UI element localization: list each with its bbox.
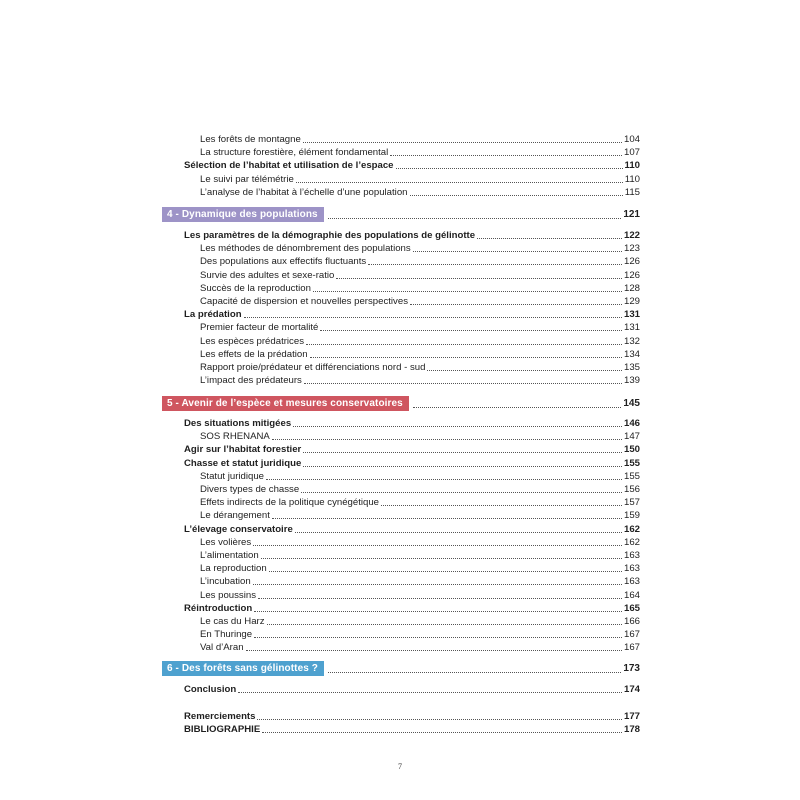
dot-leader <box>313 291 622 292</box>
toc-entry-page: 110 <box>624 160 640 172</box>
toc-entry-page: 110 <box>624 173 640 185</box>
toc-entry-page: 139 <box>623 375 640 387</box>
toc-section-entry <box>184 722 640 735</box>
dot-leader <box>427 370 622 371</box>
toc-entry-label: SOS RHENANA <box>200 431 270 443</box>
dot-leader <box>303 452 622 453</box>
dot-leader <box>328 218 622 219</box>
toc-entry-page: 126 <box>623 269 640 281</box>
toc-entry-page: 122 <box>623 230 640 241</box>
toc-entry-label: Les volières <box>200 536 252 548</box>
dot-leader <box>269 571 622 572</box>
toc-entry-page: 157 <box>623 497 640 509</box>
dot-leader <box>336 278 622 279</box>
toc-subsection-entry <box>200 132 640 145</box>
dot-leader <box>396 168 623 169</box>
toc-subsection-entry <box>200 588 640 601</box>
toc-entry-label: Le suivi par télémétrie <box>200 173 294 185</box>
chapter-page: 145 <box>623 398 640 409</box>
toc-entry-label: Rapport proie/prédateur et différenciations nord - sud <box>200 362 426 373</box>
toc-subsection-entry <box>200 614 640 627</box>
dot-leader <box>413 407 621 408</box>
toc-entry-page: 131 <box>623 322 640 334</box>
toc-entry-page: 156 <box>623 484 640 495</box>
toc-entry-label: Les paramètres de la démographie des populations de gélinotte <box>184 230 476 241</box>
toc-entry-page: 162 <box>623 536 640 548</box>
toc-entry-label: Effets indirects de la politique cynégétique <box>200 497 380 509</box>
toc-entry-page: 146 <box>623 418 640 429</box>
toc-entry-label: Les espèces prédatrices <box>200 335 304 347</box>
dot-leader <box>296 182 623 183</box>
toc-subsection-entry <box>200 574 640 587</box>
toc-entry-page: 164 <box>623 589 640 601</box>
toc-entry-page: 177 <box>623 711 640 722</box>
toc-entry-label: Des populations aux effectifs fluctuants <box>200 256 367 268</box>
chapter-title-tag: 5 - Avenir de l’espèce et mesures conservatoires <box>162 396 409 411</box>
chapter-page: 173 <box>623 663 640 674</box>
toc-section-entry <box>184 228 640 241</box>
toc-entry-page: 123 <box>623 243 640 255</box>
toc-subsection-entry <box>200 548 640 561</box>
dot-leader <box>254 611 622 612</box>
dot-leader <box>390 155 622 156</box>
toc-entry-label: En Thuringe <box>200 629 253 641</box>
toc-entry-page: 166 <box>623 616 640 627</box>
toc-section-entry <box>184 601 640 614</box>
toc-subsection-entry <box>200 360 640 373</box>
toc-entry-label: Divers types de chasse <box>200 484 300 495</box>
toc-subsection-entry <box>200 241 640 254</box>
toc-section-entry <box>184 158 640 171</box>
toc-subsection-entry <box>200 172 640 185</box>
toc-entry-label: Réintroduction <box>184 602 253 614</box>
dot-leader <box>303 466 622 467</box>
toc-entry-label: L’élevage conservatoire <box>184 523 293 535</box>
dot-leader <box>272 439 622 440</box>
toc-subsection-entry <box>200 535 640 548</box>
dot-leader <box>410 195 623 196</box>
toc-entry-label: La reproduction <box>200 563 267 575</box>
dot-leader <box>272 518 622 519</box>
chapter-page: 121 <box>623 209 640 220</box>
toc-entry-label: Capacité de dispersion et nouvelles perspectives <box>200 296 408 307</box>
toc-entry-label: Succès de la reproduction <box>200 282 311 294</box>
toc-subsection-entry <box>200 145 640 158</box>
toc-entry-page: 150 <box>623 444 640 456</box>
toc-entry-page: 107 <box>623 147 640 159</box>
toc-entry-label: Statut juridique <box>200 470 264 482</box>
dot-leader <box>381 505 622 506</box>
toc-entry-page: 159 <box>623 510 640 522</box>
toc-subsection-entry <box>200 495 640 508</box>
chapter-heading <box>162 661 640 676</box>
toc-subsection-entry <box>200 185 640 198</box>
toc-subsection-entry <box>200 268 640 281</box>
toc-entry-page: 163 <box>623 550 640 561</box>
toc-entry-label: Remerciements <box>184 711 256 722</box>
toc-entry-page: 128 <box>623 282 640 294</box>
chapter-title-tag: 6 - Des forêts sans gélinottes ? <box>162 661 324 676</box>
toc-entry-label: Premier facteur de mortalité <box>200 322 319 334</box>
chapter-title-tag: 4 - Dynamique des populations <box>162 207 324 222</box>
toc-entry-page: 167 <box>623 629 640 641</box>
dot-leader <box>295 532 622 533</box>
toc-entry-label: L’impact des prédateurs <box>200 375 302 387</box>
toc-entry-label: La prédation <box>184 309 242 321</box>
toc-entry-page: 163 <box>623 576 640 588</box>
dot-leader <box>261 558 622 559</box>
toc-section-entry <box>184 456 640 469</box>
toc-subsection-entry <box>200 482 640 495</box>
dot-leader <box>293 426 622 427</box>
toc-entry-page: 134 <box>623 348 640 360</box>
page-number: 7 <box>398 762 402 771</box>
dot-leader <box>238 692 622 693</box>
chapter-heading <box>162 396 640 411</box>
dot-leader <box>328 672 621 673</box>
toc-subsection-entry <box>200 294 640 307</box>
toc-subsection-entry <box>200 281 640 294</box>
toc-entry-page: 163 <box>623 563 640 575</box>
dot-leader <box>477 238 622 239</box>
dot-leader <box>262 732 622 733</box>
toc-entry-label: Les effets de la prédation <box>200 348 308 360</box>
dot-leader <box>301 492 622 493</box>
toc-entry-label: Sélection de l’habitat et utilisation de l’espace <box>184 160 394 172</box>
toc-entry-page: 174 <box>623 684 640 695</box>
toc-entry-label: Les méthodes de dénombrement des populations <box>200 243 411 255</box>
dot-leader <box>244 317 622 318</box>
toc-section-entry <box>184 416 640 429</box>
dot-leader <box>368 264 622 265</box>
toc-subsection-entry <box>200 254 640 267</box>
toc-entry-label: BIBLIOGRAPHIE <box>184 724 261 735</box>
toc-entry-page: 104 <box>623 134 640 145</box>
toc-section-entry <box>184 307 640 320</box>
toc-subsection-entry <box>200 320 640 333</box>
toc-subsection-entry <box>200 334 640 347</box>
toc-entry-label: Les poussins <box>200 589 256 601</box>
toc-entry-page: 135 <box>623 362 640 373</box>
dot-leader <box>246 650 622 651</box>
toc-entry-label: Survie des adultes et sexe-ratio <box>200 269 335 281</box>
toc-entry-page: 147 <box>623 431 640 443</box>
toc-entry-page: 126 <box>623 256 640 268</box>
dot-leader <box>304 383 622 384</box>
toc-entry-page: 155 <box>623 470 640 482</box>
toc-subsection-entry <box>200 627 640 640</box>
toc-entry-label: Agir sur l’habitat forestier <box>184 444 302 456</box>
toc-entry-label: La structure forestière, élément fondamental <box>200 147 389 159</box>
toc-entry-page: 131 <box>623 309 640 321</box>
toc-section-entry <box>184 682 640 695</box>
dot-leader <box>413 251 622 252</box>
toc-entry-page: 165 <box>623 602 640 614</box>
toc-entry-page: 132 <box>623 335 640 347</box>
dot-leader <box>267 624 622 625</box>
dot-leader <box>254 637 622 638</box>
toc-subsection-entry <box>200 640 640 653</box>
toc-section-entry <box>184 709 640 722</box>
toc-subsection-entry <box>200 347 640 360</box>
toc-entry-label: Le dérangement <box>200 510 270 522</box>
toc-entry-label: L’alimentation <box>200 550 259 561</box>
toc-entry-page: 129 <box>623 296 640 307</box>
toc-entry-label: Chasse et statut juridique <box>184 457 302 469</box>
toc-entry-label: Des situations mitigées <box>184 418 292 429</box>
dot-leader <box>258 598 622 599</box>
toc-entry-label: L’analyse de l’habitat à l’échelle d’une population <box>200 186 408 198</box>
toc-entry-label: Le cas du Harz <box>200 616 265 627</box>
toc-subsection-entry <box>200 469 640 482</box>
dot-leader <box>310 357 622 358</box>
toc-entry-page: 115 <box>624 186 640 198</box>
dot-leader <box>253 545 622 546</box>
dot-leader <box>410 304 622 305</box>
toc-subsection-entry <box>200 373 640 386</box>
dot-leader <box>253 584 622 585</box>
dot-leader <box>266 479 622 480</box>
chapter-heading <box>162 207 640 222</box>
dot-leader <box>320 330 622 331</box>
toc-section-entry <box>184 522 640 535</box>
dot-leader <box>303 142 622 143</box>
toc-entry-page: 162 <box>623 523 640 535</box>
toc-subsection-entry <box>200 429 640 442</box>
toc-entry-label: L’incubation <box>200 576 251 588</box>
toc-subsection-entry <box>200 561 640 574</box>
toc-subsection-entry <box>200 508 640 521</box>
toc-entry-page: 155 <box>623 457 640 469</box>
toc-entry-page: 167 <box>623 642 640 654</box>
toc-entry-label: Val d’Aran <box>200 642 244 654</box>
toc-section-entry <box>184 442 640 455</box>
toc-entry-label: Conclusion <box>184 684 237 695</box>
toc-entry-page: 178 <box>623 724 640 735</box>
toc-entry-label: Les forêts de montagne <box>200 134 301 145</box>
dot-leader <box>257 719 622 720</box>
dot-leader <box>306 344 622 345</box>
